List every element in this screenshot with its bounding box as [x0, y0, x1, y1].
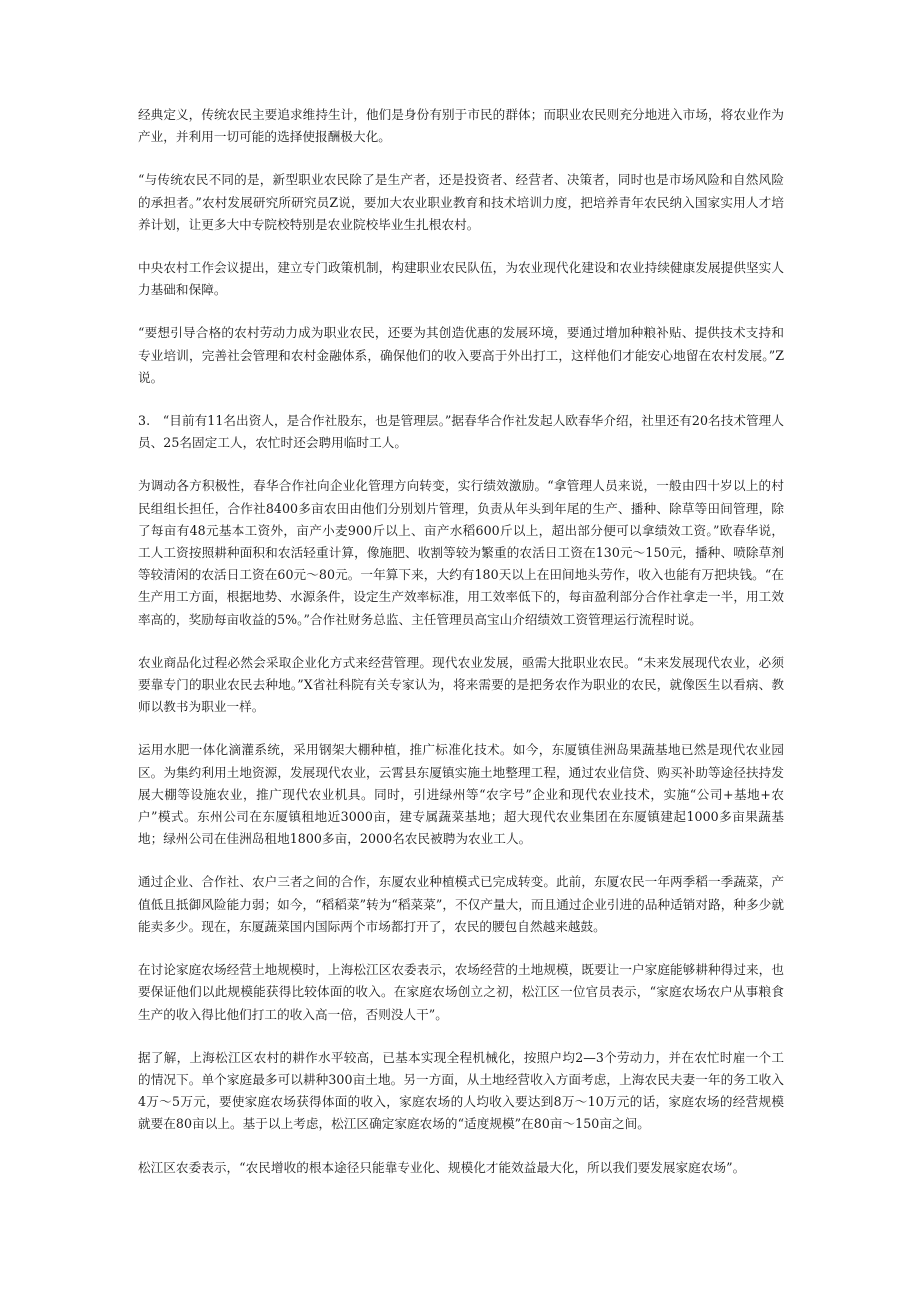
paragraph-2: “与传统农民不同的是，新型职业农民除了是生产者，还是投资者、经营者、决策者，同时也是市场风险和自然风险的承担者。”农村发展研究所研究员Z说，要加大农业职业教育和技术培训力度，把培养青年农民纳入国家实用人才培养计划，让更多大中专院校特别是农业院校毕业生扎根农村。	[138, 172, 784, 232]
paragraph-5: 3. “目前有11名出资人，是合作社股东，也是管理层。”据春华合作社发起人欧春华介绍，社里还有20名技术管理人员、25名固定工人，农忙时还会聘用临时工人。	[138, 413, 784, 451]
paragraph-7: 农业商品化过程必然会采取企业化方式来经营管理。现代农业发展，亟需大批职业农民。“未来发展现代农业，必须要靠专门的职业农民去种地。”X省社科院有关专家认为，将来需要的是把务农作为职业的农民，就像医生以看病、教师以教书为职业一样。	[138, 654, 784, 715]
paragraph-1: 经典定义，传统农民主要追求维持生计，他们是身份有别于市民的群体；而职业农民则充分地进入市场，将农业作为产业，并利用一切可能的选择使报酬极大化。	[138, 107, 784, 145]
paragraph-4: “要想引导合格的农村劳动力成为职业农民，还要为其创造优惠的发展环境，要通过增加种粮补贴、提供技术支持和专业培训，完善社会管理和农村金融体系，确保他们的收入要高于外出打工，这样他们才能安心地留在农村发展。”Z说。	[138, 325, 784, 385]
paragraph-12: 松江区农委表示，“农民增收的根本途径只能靠专业化、规模化才能效益最大化，所以我们要发展家庭农场”。	[138, 1159, 746, 1175]
paragraph-10: 在讨论家庭农场经营土地规模时，上海松江区农委表示，农场经营的土地规模，既要让一户家庭能够耕种得过来，也要保证他们以此规模能获得比较体面的收入。在家庭农场创立之初，松江区一位官员表示，“家庭农场农户从事粮食生产的收入得比他们打工的收入高一倍，否则没人干”。	[138, 962, 784, 1022]
paragraph-9: 通过企业、合作社、农户三者之间的合作，东厦农业种植模式已完成转变。此前，东厦农民一年两季稻一季蔬菜，产值低且抵御风险能力弱；如今，“稻稻菜”转为“稻菜菜”，不仅产量大，而且通过企业引进的品种适销对路，种多少就能卖多少。现在，东厦蔬菜国内国际两个市场都打开了，农民的腰包自然越来越鼓。	[138, 874, 784, 934]
paragraph-3: 中央农村工作会议提出，建立专门政策机制，构建职业农民队伍，为农业现代化建设和农业持续健康发展提供坚实人力基础和保障。	[138, 260, 784, 298]
paragraph-8: 运用水肥一体化滴灌系统，采用钢架大棚种植，推广标准化技术。如今，东厦镇佳洲岛果蔬基地已然是现代农业园区。为集约利用土地资源，发展现代农业，云霄县东厦镇实施土地整理工程，通过农业信贷、购买补助等途径扶持发展大棚等设施农业，推广现代农业机具。同时，引进绿州等“农字号”企业和现代农业技术，实施“公司+基地+农户”模式。东州公司在东厦镇租地近3000亩，建专属蔬菜基地；超大现代农业集团在东厦镇建起1000多亩果蔬基地；绿州公司在佳洲岛租地1800多亩，2000名农民被聘为农业工人。	[138, 742, 784, 847]
paragraph-11: 据了解，上海松江区农村的耕作水平较高，已基本实现全程机械化，按照户均2—3个劳动力，并在农忙时雇一个工的情况下。单个家庭最多可以耕种300亩土地。另一方面，从土地经营收入方面考虑，上海农民夫妻一年的务工收入4万～5万元，要使家庭农场获得体面的收入，家庭农场的人均收入要达到8万～10万元的话，家庭农场的经营规模就要在80亩以上。基于以上考虑，松江区确定家庭农场的“适度规模”在80亩～150亩之间。	[138, 1049, 784, 1132]
document-body	[138, 104, 784, 1200]
paragraph-6: 为调动各方积极性，春华合作社向企业化管理方向转变，实行绩效激励。“拿管理人员来说，一般由四十岁以上的村民组组长担任，合作社8400多亩农田由他们分别划片管理，负责从年头到年尾的生产、播种、除草等田间管理，除了每亩有48元基本工资外，亩产小麦900斤以上、亩产水稻600斤以上，超出部分便可以拿绩效工资。”欧春华说，工人工资按照耕种面积和农活轻重计算，像施肥、收割等较为繁重的农活日工资在130元～150元，播种、喷除草剂等较清闲的农活日工资在60元～80元。一年算下来，大约有180天以上在田间地头劳作，收入也能有万把块钱。“在生产用工方面，根据地势、水源条件，设定生产效率标准，用工效率低下的，每亩盈利部分合作社拿走一半，用工效率高的，奖励每亩收益的5%。”合作社财务总监、主任管理员高宝山介绍绩效工资管理运行流程时说。	[138, 478, 784, 627]
